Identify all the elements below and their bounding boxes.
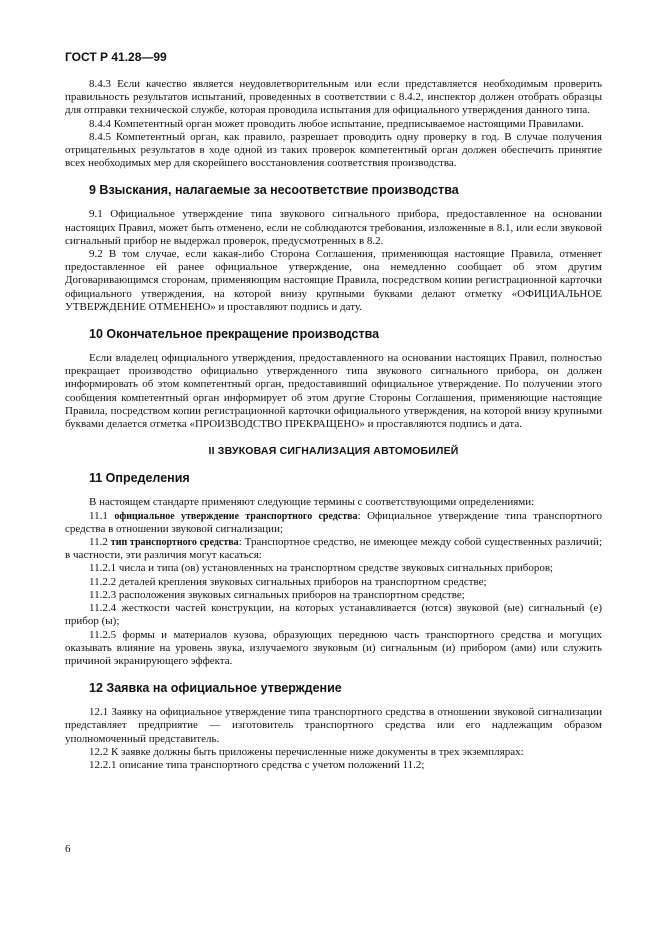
paragraph-11-2-4: 11.2.4 жесткости частей конструкции, на которых устанавливается (ются) звуковой (ые) сигнальный (е) прибор (ы); (65, 602, 602, 628)
clause-number: 11.1 (89, 509, 108, 522)
paragraph-12-1: 12.1 Заявку на официальное утверждение типа транспортного средства в отношении звуковой сигнализации представляет предприятие — изготовитель транспортного средства или его надлежащим образом уполномоченный представитель. (65, 706, 602, 745)
term-vehicle-approval: официальное утверждение транспортного средства (114, 510, 358, 522)
paragraph-11-2 (65, 536, 602, 562)
paragraph-12-2-1: 12.2.1 описание типа транспортного средства с учетом положений 11.2; (89, 758, 425, 771)
paragraph-12-2: 12.2 К заявке должны быть приложены перечисленные ниже документы в трех экземплярах: (89, 745, 524, 758)
paragraph-11-2-2: 11.2.2 деталей крепления звуковых сигнальных приборов на транспортном средстве; (89, 575, 487, 588)
section-9-heading: 9 Взыскания, налагаемые за несоответствие производства (89, 183, 459, 198)
page-number: 6 (65, 843, 71, 855)
paragraph-11-intro: В настоящем стандарте применяют следующие термины с соответствующими определениями: (89, 496, 535, 509)
definition-text: : Официальное утверждение типа транспортного средства в отношении звуковой сигнализации; (65, 509, 602, 535)
paragraph-11-2-3: 11.2.3 расположения звуковых сигнальных приборов на транспортном средстве; (89, 588, 465, 601)
section-11-heading: 11 Определения (89, 471, 190, 486)
paragraph-8-4-4: 8.4.4 Компетентный орган может проводить любое испытание, предписываемое настоящими Правилами. (89, 117, 584, 130)
paragraph-9-2: 9.2 В том случае, если какая-либо Сторона Соглашения, применяющая настоящие Правила, отменяет предоставленное ей ранее официальное утверждение, она немедленно сообщает об этом другим Договаривающимся сторонам, применяющим настоящие Правила, посредством копии регистрационной карточки официального утверждения, на которой внизу крупными буквами делают отметку «ОФИЦИАЛЬНОЕ УТВЕРЖДЕНИЕ ОТМЕНЕНО» и проставляют подпись и дату. (65, 248, 602, 313)
standard-code: ГОСТ Р 41.28—99 (65, 50, 167, 64)
paragraph-11-1 (65, 510, 602, 536)
paragraph-9-1: 9.1 Официальное утверждение типа звукового сигнального прибора, предоставленное на основании настоящих Правил, может быть отменено, если не соблюдаются требования, изложенные в 8.1, или если звуковой сигнальный прибор не выдержал проверок, предусмотренных в 8.2. (65, 208, 602, 247)
paragraph-10: Если владелец официального утверждения, предоставленного на основании настоящих Правил, полностью прекращает производство официально утвержденного типа звукового сигнального прибора, он должен информировать об этом компетентный орган, предоставивший официальное утверждение. По получении этого сообщения компетентный орган информирует об этом другие Стороны Соглашения, применяющие настоящие Правила, посредством копии регистрационной карточки официального утверждения, на которой внизу крупными буквами делается отметка «ПРОИЗВОДСТВО ПРЕКРАЩЕНО» и проставляются подпись и дата. (65, 352, 602, 431)
paragraph-8-4-3: 8.4.3 Если качество является неудовлетворительным или если представляется необходимым проверить правильность результатов испытаний, проведенных в соответствии с 8.4.2, инспектор должен отобрать образцы для отправки технической службе, которая проводила испытания для официального утверждения данного типа. (65, 78, 602, 117)
clause-number: 11.2 (89, 536, 108, 549)
document-body (65, 78, 602, 772)
paragraph-11-2-1: 11.2.1 числа и типа (ов) установленных на транспортном средстве звуковых сигнальных приборов; (89, 562, 554, 575)
paragraph-11-2-5: 11.2.5 формы и материалов кузова, образующих переднюю часть транспортного средства и могущих оказывать влияние на уровень звука, излучаемого звуковым (и) сигнальным (и) прибором (ами) или служить причиной экранирующего эффекта. (65, 628, 602, 667)
part-2-heading: II ЗВУКОВАЯ СИГНАЛИЗАЦИЯ АВТОМОБИЛЕЙ (208, 445, 459, 458)
section-10-heading: 10 Окончательное прекращение производства (89, 327, 380, 342)
paragraph-8-4-5: 8.4.5 Компетентный орган, как правило, разрешает проводить одну проверку в год. В случае получения отрицательных результатов в ходе одной из таких проверок компетентный орган должен обеспечить принятие всех необходимых мер для скорейшего восстановления соответствия производства. (65, 130, 602, 170)
definition-text: : Транспортное средство, не имеющее между собой существенных различий; в частности, эти различия могут касаться: (65, 536, 602, 562)
section-12-heading: 12 Заявка на официальное утверждение (89, 681, 342, 696)
term-vehicle-type: тип транспортного средства (110, 537, 239, 549)
